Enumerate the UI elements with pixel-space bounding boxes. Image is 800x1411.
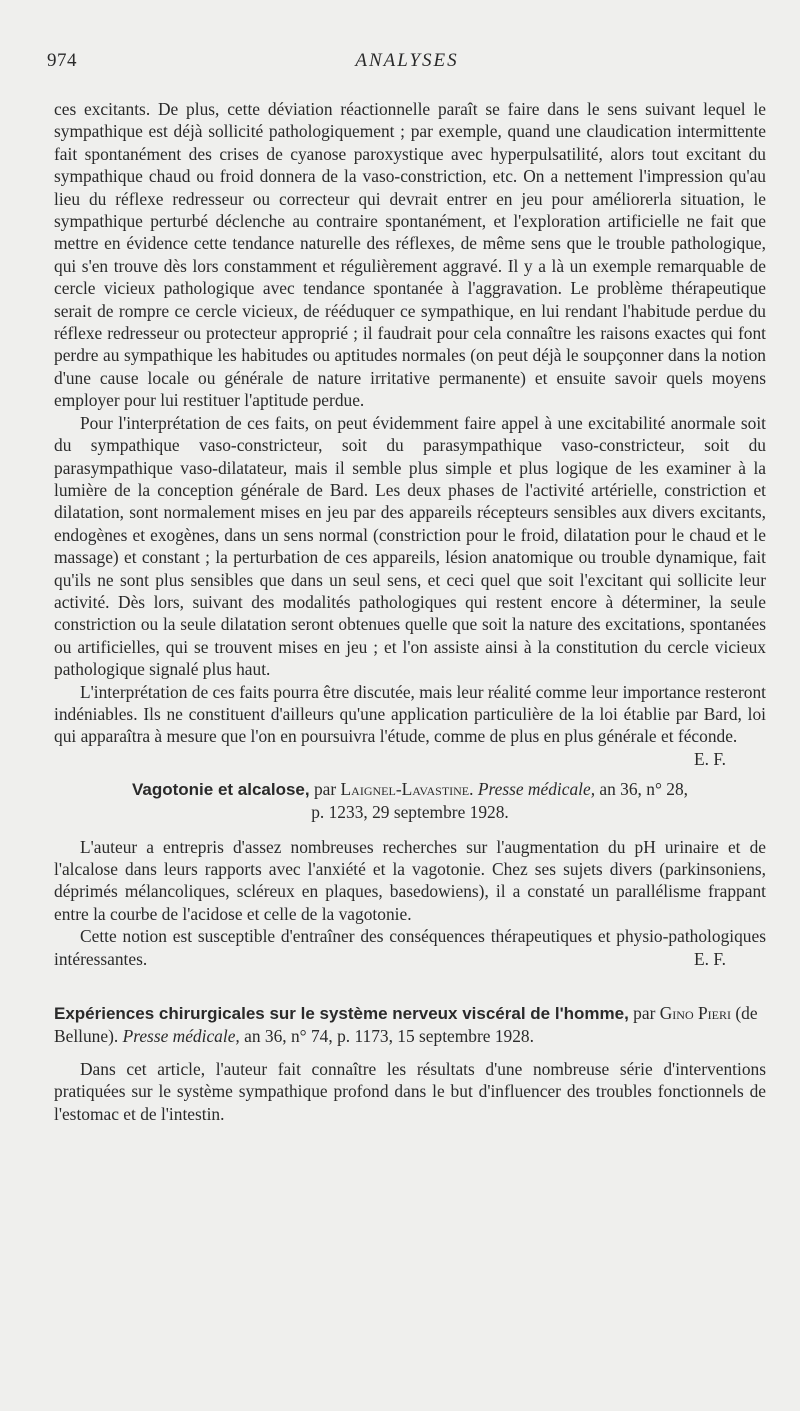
article-author-place: (de Bellune).	[54, 1003, 758, 1047]
paragraph	[54, 925, 766, 970]
paragraph: Dans cet article, l'auteur fait connaître les résultats d'une nombreuse série d'interventions pratiquées sur le système sympathique profond dans le but d'influencer des troubles fonctionnels de l'estomac et de l'intestin.	[54, 1058, 766, 1124]
article-author: Gino Pieri	[659, 1003, 731, 1024]
article-title: Expériences chirurgicales sur le système nerveux viscéral de l'homme,	[54, 1004, 629, 1024]
article-citation-date: p. 1233, 29 septembre 1928.	[311, 802, 509, 823]
paragraph: L'auteur a entrepris d'assez nombreuses recherches sur l'augmentation du pH urinaire et de l'alcalose dans leurs rapports avec l'anxiété et la vagotonie. Chez ses sujets divers (parkinsoniens, déprimés mélancoliques, scléreux en plaques, basedowiens), il a constaté un parallélisme frappant entre la courbe de l'acidose et celle de la vagotonie.	[54, 836, 766, 924]
page-number: 974	[47, 50, 77, 71]
article-title: Vagotonie et alcalose,	[131, 779, 310, 799]
paragraph	[54, 681, 766, 769]
paragraph-text: L'interprétation de ces faits pourra être discutée, mais leur réalité comme leur importance resteront indéniables. Ils ne constituent d'ailleurs qu'une application particulière de la loi établie par Bard, loi qui apparaîtra à mesure que l'on en poursuivra l'étude, comme de plus en plus générale et féconde.	[54, 681, 766, 747]
paragraph-text: Cette notion est susceptible d'entraîner des conséquences thérapeutiques et physio-pathologiques intéressantes.	[54, 926, 766, 969]
signature: E. F.	[694, 748, 726, 769]
article-heading	[54, 1002, 766, 1048]
article-citation: an 36, n° 28,	[599, 778, 688, 799]
page-header	[47, 50, 767, 80]
analysis-experiences	[54, 1002, 766, 1125]
article-by: par	[313, 778, 337, 799]
paragraph: ces excitants. De plus, cette déviation réactionnelle paraît se faire dans le sens suivant lequel le sympathique est déjà sollicité pathologiquement ; par exemple, quand une claudication intermittente fait spontanément des crises de cyanose paroxystique avec hyperpulsatilité, alors tout excitant du sympathique chaud ou froid donnera de la vaso-constriction, etc. On a nettement l'impression qu'au lieu du réflexe redresseur ou correcteur qui devrait entrer en jeu pour améliorerla situation, le sympathique perturbé déclenche au contraire spontanément, et l'exploration artificielle ne fait que mettre en évidence cette tendance naturelle des réflexes, de même sens que le trouble pathologique, qui s'en trouve dès lors constamment et régulièrement aggravé. Il y a là un exemple remarquable de cercle vicieux pathologique avec tendance spontanée à l'aggravation. Le problème thérapeutique serait de rompre ce cercle vicieux, de rééduquer ce sympathique, en lui rendant l'habitude perdue du réflexe redresseur ou protecteur approprié ; il faudrait pour cela connaître les raisons exactes qui font perdre au sympathique les habitudes ou aptitudes normales (on peut déjà le soupçonner dans la notion d'une cause locale ou générale de nature irritative permanente) et ensuite savoir quels moyens employer pour lui restituer l'aptitude perdue.	[54, 99, 766, 411]
signature: E. F.	[694, 948, 726, 969]
page-body	[54, 98, 766, 1125]
article-citation: an 36, n° 74, p. 1173, 15 septembre 1928.	[244, 1026, 534, 1047]
article-by: par	[633, 1003, 656, 1024]
article-journal: Presse médicale,	[477, 778, 596, 799]
running-head: ANALYSES	[355, 50, 459, 71]
article-journal: Presse médicale,	[122, 1026, 240, 1047]
article-heading	[54, 778, 766, 824]
article-author: Laignel-Lavastine.	[340, 778, 474, 799]
paragraph: Pour l'interprétation de ces faits, on peut évidemment faire appel à une excitabilité anormale soit du sympathique vaso-constricteur, soit du parasympathique vaso-constricteur, soit du parasympathique vaso-dilatateur, mais il semble plus simple et plus logique de les examiner à la lumière de la conception générale de Bard. Les deux phases de l'activité artérielle, constriction et dilatation, sont normalement mises en jeu par des appareils récepteurs sensibles aux divers excitants, endogènes et exogènes, dans un sens normal (constriction pour le froid, dilatation pour le chaud et le massage) et constant ; la perturbation de ces appareils, lésion anatomique ou trouble dynamique, fait qu'ils ne sont plus sensibles que dans un seul sens, et ceci quel que soit l'excitant qui sollicite leur activité. Dès lors, suivant des modalités pathologiques qui restent encore à déterminer, la seule constriction ou la seule dilatation seront obtenues quelle que soit la nature des excitations, spontanées ou artificielles, qui se trouvent mises en jeu ; et l'on assiste ainsi à la constitution du cercle vicieux pathologique signalé plus haut.	[54, 412, 766, 680]
analysis-continued	[54, 98, 766, 769]
analysis-vagotonie	[54, 778, 766, 970]
